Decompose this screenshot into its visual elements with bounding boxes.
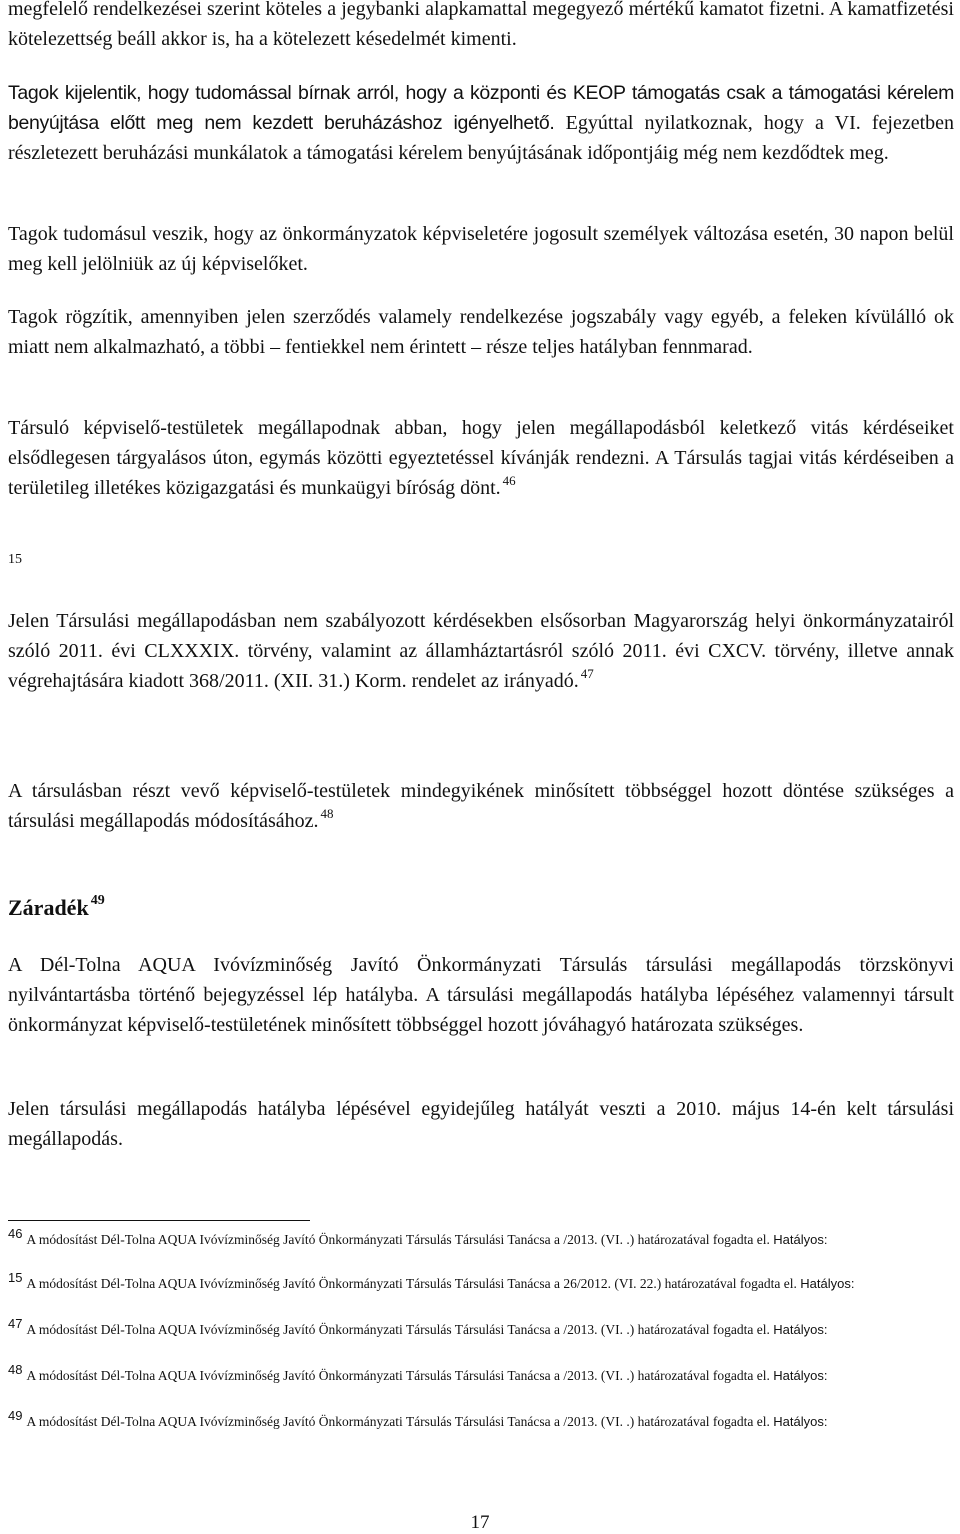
footnote-49: 49 A módosítást Dél-Tolna AQUA Ivóvízminőség Javító Önkormányzati Társulás Társulási Tanácsa a /2013. (VI. .) határozatával fogadta el. Hatályos:	[8, 1408, 828, 1429]
footnote-ref-48[interactable]: 48	[320, 806, 334, 821]
paragraph-severability: Tagok rögzítik, amennyiben jelen szerződés valamely rendelkezése jogszabály vagy egyéb, a feleken kívülálló ok miatt nem alkalmazható, a többi – fentiekkel nem érintett – része teljes hatályban fennmarad.	[8, 306, 954, 358]
paragraph-governing-law: Jelen Társulási megállapodásban nem szabályozott kérdésekben elsősorban Magyarország helyi önkormányzatairól szóló 2011. évi CLXXXIX. törvény, valamint az államháztartásról szóló 2011. évi CXCV. törvény, illetve annak végrehajtására kiadott 368/2011. (XII. 31.) Korm. rendelet az irányadó. $^{47}$	[8, 610, 954, 692]
footnote-46: 46 A módosítást Dél-Tolna AQUA Ivóvízminőség Javító Önkormányzati Társulás Társulási Tanácsa a /2013. (VI. .) határozatával fogadta el. Hatályos:	[8, 1226, 828, 1247]
footnote-ref-49[interactable]: 49	[90, 893, 105, 908]
footnote-divider	[8, 1220, 310, 1221]
footnote-ref-46[interactable]: 46	[502, 473, 516, 488]
page-number: 17	[470, 1512, 490, 1533]
paragraph-amendment: A társulásban részt vevő képviselő-testületek mindegyikének minősített többséggel hozott döntése szükséges a társulási megállapodás módosításához. $^{48}$	[8, 780, 954, 832]
paragraph-disputes: Társuló képviselő-testületek megállapodnak abban, hogy jelen megállapodásból keletkező vitás kérdéseiket elsődlegesen tárgyalásos úton, egymás közötti egyeztetéssel kívánják rendezni. A Társulás tagjai vitás kérdéseiben a területileg illetékes közigazgatási és munkaügyi bíróság dönt. $^{46}$	[8, 417, 954, 499]
paragraph-interest: megfelelő rendelkezései szerint köteles a jegybanki alapkamattal megegyező mértékű kamatot fizetni. A kamatfizetési kötelezettség beáll akkor is, ha a kötelezett késedelmét kimenti.	[8, 0, 954, 50]
footnote-ref-47[interactable]: 47	[580, 666, 594, 681]
paragraph-keop-support	[8, 78, 954, 168]
paragraph-repeal: Jelen társulási megállapodás hatályba lépésével egyidejűleg hatályát veszti a 2010. május 14-én kelt társulási megállapodás.	[8, 1098, 954, 1150]
footnote-marker-15: 15	[8, 552, 22, 567]
section-heading: Záradék $^{49}$	[8, 893, 105, 920]
paragraph-keop-support-sans: Tagok kijelentik, hogy tudomással bírnak arról, hogy a központi és KEOP támogatás csak a támogatási kérelem benyújtása előtt meg nem kezdett beruházáshoz igényelhető.	[8, 82, 954, 134]
paragraph-keop-support-serif: Egyúttal nyilatkoznak, hogy a VI. fejezetben részletezett beruházási munkálatok a támogatási kérelem benyújtásának időpontjáig még nem kezdődtek meg.	[8, 112, 955, 164]
paragraph-effect: A Dél-Tolna AQUA Ivóvízminőség Javító Önkormányzati Társulás társulási megállapodás törzskönyvi nyilvántartásba történő bejegyzéssel lép hatályba. A társulási megállapodás hatályba lépéséhez valamennyi társult önkormányzat képviselő-testületének minősített többséggel hozott jóváhagyó határozata szükséges.	[8, 954, 954, 1036]
footnote-48: 48 A módosítást Dél-Tolna AQUA Ivóvízminőség Javító Önkormányzati Társulás Társulási Tanácsa a /2013. (VI. .) határozatával fogadta el. Hatályos:	[8, 1362, 828, 1383]
paragraph-representatives: Tagok tudomásul veszik, hogy az önkormányzatok képviseletére jogosult személyek változása esetén, 30 napon belül meg kell jelölniük az új képviselőket.	[8, 223, 954, 275]
footnote-15: 15 A módosítást Dél-Tolna AQUA Ivóvízminőség Javító Önkormányzati Társulás Társulási Tanácsa a 26/2012. (VI. 22.) határozatával fogadta el. Hatályos:	[8, 1270, 855, 1291]
footnote-47: 47 A módosítást Dél-Tolna AQUA Ivóvízminőség Javító Önkormányzati Társulás Társulási Tanácsa a /2013. (VI. .) határozatával fogadta el. Hatályos:	[8, 1316, 828, 1337]
